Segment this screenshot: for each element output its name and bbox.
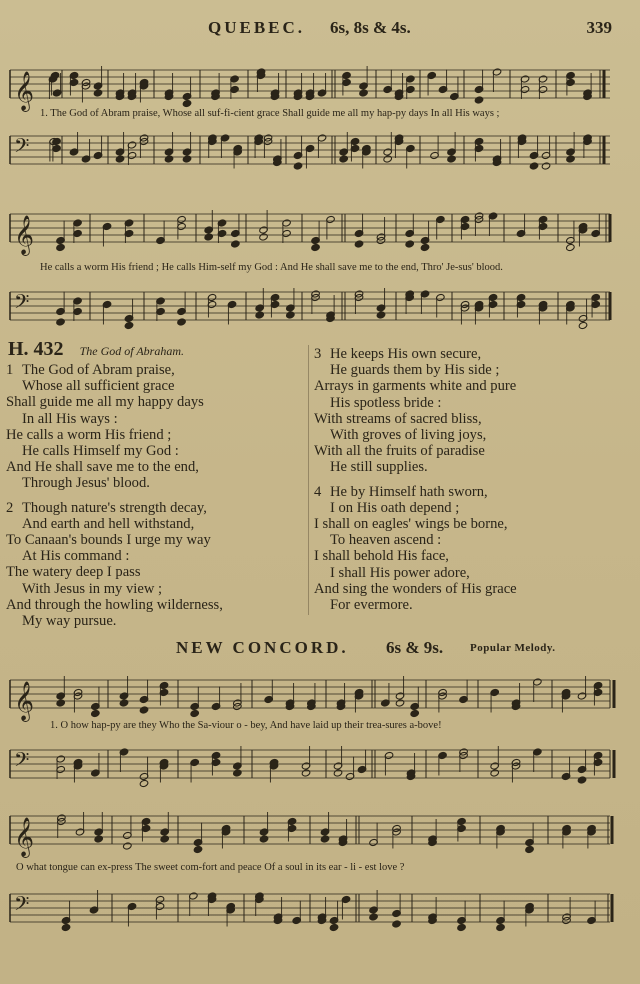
notehead	[94, 835, 104, 843]
notehead	[56, 318, 66, 326]
tune-meter: 6s, 8s & 4s.	[330, 18, 411, 37]
verse-line	[6, 613, 304, 629]
treble-staff-3	[10, 672, 614, 720]
verse-column-right	[314, 346, 632, 613]
notehead	[182, 99, 192, 107]
verse-line-text: His spotless bride :	[330, 394, 442, 411]
tune-title-2: NEW CONCORD.	[176, 638, 349, 657]
verse-line-text: With Jesus in my view ;	[22, 580, 163, 597]
notehead	[182, 155, 192, 163]
notehead	[383, 155, 393, 163]
notehead	[286, 311, 296, 319]
notehead	[164, 155, 174, 163]
notehead	[577, 776, 587, 784]
music-system-4	[10, 800, 614, 940]
verse-line-text: To Canaan's bounds I urge my way	[6, 532, 211, 549]
verse-line	[6, 500, 304, 516]
notehead	[496, 923, 506, 931]
notehead	[190, 709, 200, 717]
verse-line	[6, 378, 304, 394]
verse-line	[6, 532, 304, 548]
notehead	[177, 318, 187, 326]
notehead	[490, 769, 500, 777]
lyrics-line-2: He calls a worm His friend ; He calls Him-self my God : And He shall save me to the end, Thro' Je-sus' blood.	[40, 262, 503, 273]
notehead	[359, 89, 369, 97]
bass-staff-4	[10, 886, 614, 934]
music-system-2	[10, 200, 614, 330]
verse-line-text: And through the howling wilderness,	[6, 596, 223, 613]
treble-staff-2	[10, 206, 614, 254]
hymn-subtitle: The God of Abraham.	[79, 344, 185, 358]
verse-line	[314, 500, 632, 516]
verse-line	[314, 581, 632, 597]
notehead	[56, 243, 66, 251]
verse-line-text: Whose all sufficient grace	[22, 378, 175, 395]
bass-clef-icon: 𝄢	[14, 290, 30, 318]
verse-line-text: With streams of sacred bliss,	[314, 410, 482, 427]
treble-clef-icon: 𝄞	[14, 71, 35, 111]
verse-line	[314, 459, 632, 475]
lyrics-line-3: 1. O how hap-py are they Who the Sa-viour o - bey, And have laid up their trea-sures a-bove!	[50, 720, 442, 731]
verse-line	[314, 443, 632, 459]
notehead	[395, 699, 405, 707]
treble-staff-1	[10, 62, 614, 110]
verse-number: 1	[6, 362, 14, 378]
verse-line	[6, 581, 304, 597]
verse-line-text: He still supplies.	[330, 459, 428, 476]
verse-line	[6, 459, 304, 475]
notehead	[339, 155, 349, 163]
bass-staff-1	[10, 128, 614, 176]
verse-line	[314, 597, 632, 613]
notehead	[93, 89, 103, 97]
verse-line-text: In all His ways :	[22, 410, 118, 427]
notehead	[566, 243, 576, 251]
notehead	[329, 923, 339, 931]
notehead	[259, 835, 269, 843]
treble-staff-4	[10, 808, 614, 856]
notehead	[354, 240, 364, 248]
notehead	[56, 699, 66, 707]
page-header	[0, 18, 640, 42]
verse-line-text: Through Jesus' blood.	[22, 475, 150, 492]
verse-line-text: He by Himself hath sworn,	[330, 483, 488, 500]
verse-line-text: My way pursue.	[22, 613, 117, 630]
notehead	[457, 923, 467, 931]
music-system-1	[10, 56, 614, 176]
verse-line-text: He guards them by His side ;	[330, 362, 500, 379]
column-divider	[308, 345, 309, 615]
hymn-number: H. 432	[8, 338, 64, 360]
notehead	[61, 923, 71, 931]
verse-line-text: And earth and hell withstand,	[22, 515, 195, 532]
verse-line	[314, 411, 632, 427]
notehead	[231, 240, 241, 248]
verse-line-text: The watery deep I pass	[6, 564, 141, 581]
verse-line	[314, 548, 632, 564]
verse-line-text: Arrays in garments white and pure	[314, 378, 517, 395]
verse-line-text: He calls Himself my God :	[22, 443, 179, 460]
tune-meter-2: 6s & 9s.	[386, 638, 444, 657]
treble-clef-icon: 𝄞	[14, 215, 35, 255]
verse-number: 2	[6, 499, 14, 516]
hymn-heading	[8, 338, 184, 361]
bass-clef-icon: 𝄢	[14, 134, 30, 162]
notehead	[525, 845, 535, 853]
bass-staff-2	[10, 284, 614, 332]
notehead	[405, 240, 415, 248]
notehead	[259, 233, 269, 241]
page-number: 339	[586, 18, 612, 37]
verse-line-text: Shall guide me all my happy days	[6, 394, 204, 411]
verse-2	[6, 500, 304, 630]
verse-line	[6, 548, 304, 564]
verse-line	[314, 378, 632, 394]
notehead	[91, 709, 101, 717]
verse-line-text: I shall His power adore,	[330, 564, 470, 581]
verse-line-text: At His command :	[22, 548, 130, 565]
verse-line-text: I shall on eagles' wings be borne,	[314, 516, 508, 533]
verse-line	[314, 362, 632, 378]
verse-line-text: I shall behold His face,	[314, 548, 449, 565]
verse-line-text: He keeps His own secure,	[330, 346, 482, 362]
notehead	[566, 155, 576, 163]
treble-clef-icon: 𝄞	[14, 817, 35, 857]
verse-line-text: With all the fruits of paradise	[314, 443, 485, 460]
verse-line	[314, 395, 632, 411]
verse-line	[314, 516, 632, 532]
verse-line-text: And sing the wonders of His grace	[314, 580, 517, 597]
notehead	[119, 699, 129, 707]
verse-line	[314, 427, 632, 443]
verse-1	[6, 362, 304, 492]
notehead	[301, 769, 311, 777]
lyrics-line-1: 1. The God of Abram praise, Whose all suf-fi-cient grace Shall guide me all my hap-py days In all His ways ;	[40, 108, 500, 119]
new-concord-header	[0, 638, 640, 660]
verse-3	[314, 346, 632, 476]
notehead	[204, 233, 214, 241]
verse-column-left	[6, 362, 304, 629]
music-system-3	[10, 664, 614, 794]
bass-clef-icon: 𝄢	[14, 892, 30, 920]
verse-number: 4	[314, 483, 322, 500]
verse-number: 3	[314, 346, 322, 362]
lyrics-line-4: O what tongue can ex-press The sweet com-fort and peace Of a soul in its ear - li - est love ?	[16, 862, 405, 873]
verse-line	[6, 475, 304, 491]
verse-line-text: I on His oath depend ;	[330, 499, 460, 516]
verse-line-text: For evermore.	[330, 597, 413, 614]
notehead	[376, 311, 386, 319]
verse-line	[314, 532, 632, 548]
verse-line	[314, 565, 632, 581]
verse-line-text: He calls a worm His friend ;	[6, 426, 172, 443]
notehead	[139, 779, 149, 787]
verse-line	[6, 597, 304, 613]
melody-note: Popular Melody.	[470, 642, 556, 654]
bass-staff-3	[10, 742, 614, 790]
notehead	[293, 162, 303, 170]
bass-clef-icon: 𝄢	[14, 748, 30, 776]
verse-line	[6, 564, 304, 580]
verse-line	[6, 394, 304, 410]
notehead	[529, 162, 539, 170]
notehead	[123, 842, 133, 850]
notehead	[255, 311, 265, 319]
notehead	[233, 769, 243, 777]
notehead	[447, 155, 457, 163]
verse-line	[6, 516, 304, 532]
verse-line-text: The God of Abram praise,	[22, 362, 175, 378]
notehead	[541, 162, 551, 170]
notehead	[474, 96, 484, 104]
verse-4	[314, 484, 632, 614]
notehead	[392, 920, 402, 928]
verse-line	[6, 362, 304, 378]
notehead	[369, 913, 379, 921]
treble-clef-icon: 𝄞	[14, 681, 35, 721]
notehead	[139, 706, 149, 714]
verse-line	[6, 427, 304, 443]
notehead	[311, 243, 321, 251]
notehead	[333, 769, 343, 777]
verse-line-text: And He shall save me to the end,	[6, 459, 199, 476]
notehead	[124, 321, 134, 329]
verse-line-text: With groves of living joys,	[330, 427, 487, 444]
notehead	[320, 835, 330, 843]
verse-line	[6, 411, 304, 427]
verse-line-text: To heaven ascend :	[330, 532, 442, 549]
verse-line-text: Though nature's strength decay,	[22, 499, 207, 516]
notehead	[578, 321, 588, 329]
notehead	[420, 243, 430, 251]
notehead	[193, 845, 203, 853]
notehead	[115, 155, 125, 163]
verse-line	[314, 484, 632, 500]
notehead	[410, 709, 420, 717]
verse-line	[6, 443, 304, 459]
tune-title: QUEBEC.	[208, 18, 306, 37]
verse-line	[314, 346, 632, 362]
notehead	[160, 835, 170, 843]
